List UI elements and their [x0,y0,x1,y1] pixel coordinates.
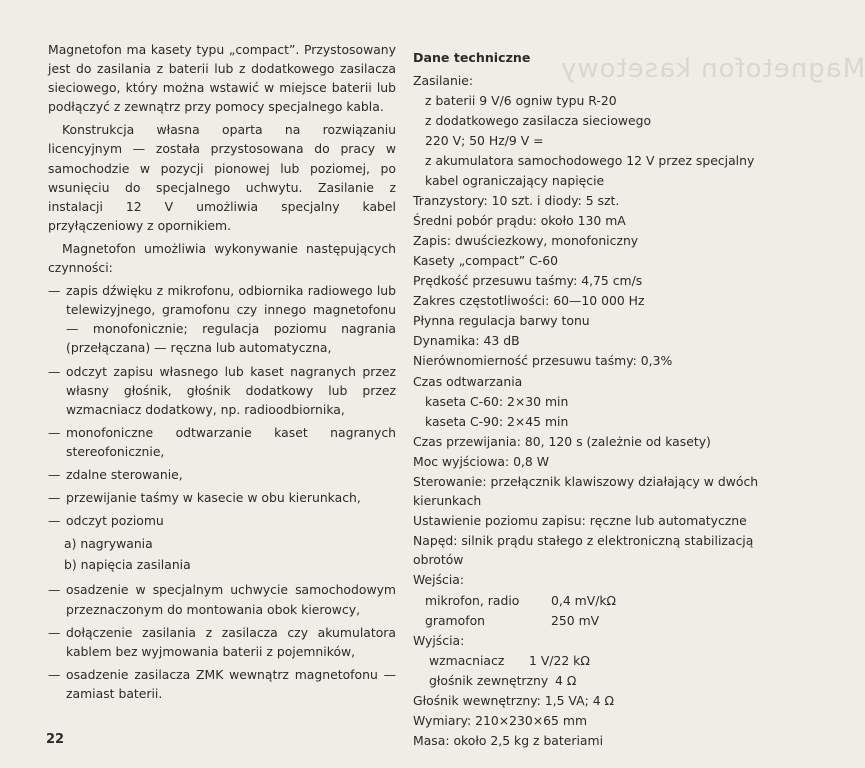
capability-text: zapis dźwięku z mikrofonu, odbiornika radiowego lub telewizyjnego, gramofonu czy innego magnetofonu — monofonicznie; regulacja poziomu nagrania (przełączana) — ręczna lub automatyczna, [66,283,396,356]
capability-text: odczyt poziomu [66,513,164,529]
spec-drive: Napęd: silnik prądu stałego z elektroniczną stabilizacją obrotów [413,533,754,568]
capability-item [48,281,396,357]
capability-item [48,488,396,507]
capability-text: monofoniczne odtwarzanie kaset nagranych stereofonicznie, [66,424,396,459]
spec-outputs-label: Wyjścia: [413,632,465,648]
sub-item-b: b) napięcia zasilania [64,557,191,573]
spec-internal-speaker: Głośnik wewnętrzny: 1,5 VA; 4 Ω [413,693,614,708]
spec-dynamics: Dynamika: 43 dB [413,333,520,349]
intro-paragraph: Magnetofon ma kasety typu „compact”. Przystosowany jest do zasilania z baterii lub z dodatkowego zasilacza sieciowego, który można wstawić w miejsce baterii lub podłączyć z zewnątrz przy pomocy specjalnego kabla. [48,42,396,115]
capability-item [48,665,396,703]
capability-item [48,362,396,419]
spec-input-mic-name: mikrofon, radio [425,592,520,608]
show-through-text: Magnetofon kasetowy [560,54,865,84]
spec-control: Sterowanie: przełącznik klawiszowy działający w dwóch kierunkach [413,473,759,509]
spec-frequency-range: Zakres częstotliwości: 60—10 000 Hz [413,293,645,309]
dash-marker: — [48,466,61,482]
spec-playtime-c60: kaseta C-60: 2×30 min [425,393,569,409]
specs-column [413,40,781,751]
specs-heading: Dane techniczne [413,50,531,65]
dash-marker: — [48,424,61,440]
spec-playtime-c90: kaseta C-90: 2×45 min [425,413,569,429]
spec-output-amp-value: 1 V/22 kΩ [529,652,590,668]
spec-level-setting: Ustawienie poziomu zapisu: ręczne lub automatyczne [413,513,747,529]
capability-text: osadzenie zasilacza ZMK wewnątrz magnetofonu — zamiast baterii. [66,666,396,701]
spec-input-phono [413,611,781,630]
capability-item [48,423,396,461]
spec-tape-speed: Prędkość przesuwu taśmy: 4,75 cm/s [413,273,643,289]
spec-rewind-time: Czas przewijania: 80, 120 s (zależnie od kasety) [413,433,711,449]
capabilities-intro: Magnetofon umożliwia wykonywanie następujących czynności: [48,240,396,276]
dash-marker: — [48,582,61,598]
spec-input-mic [413,591,781,610]
spec-tone-control: Płynna regulacja barwy tonu [413,313,590,329]
spec-input-phono-name: gramofon [425,612,485,628]
sub-item-a: a) nagrywania [64,536,153,552]
capability-text: zdalne sterowanie, [66,466,183,482]
spec-output-speaker-value: 4 Ω [555,672,577,688]
construction-paragraph: Konstrukcja własna oparta na rozwiązaniu licencyjnym — została przystosowana do pracy w samochodzie w pozycji pionowej lub poziomej, po wsunięciu do specjalnego uchwytu. Zasilanie z instalacji 12 V umożliwia specjalny kabel przyłączeniowy z opornikiem. [48,122,396,233]
capability-text: odczyt zapisu własnego lub kaset nagranych przez własny głośnik, głośnik dodatkowy lub przez wzmacniacz dodatkowy, np. radioodbiornika, [66,363,396,417]
spec-inputs-label: Wejścia: [413,572,465,588]
page-number: 22 [46,732,65,747]
spec-power-battery: z baterii 9 V/6 ogniw typu R-20 [425,93,617,109]
capability-text: przewijanie taśmy w kasecie w obu kierunkach, [66,490,361,506]
capability-text: osadzenie w specjalnym uchwycie samochodowym przeznaczonym do montowania obok kierowcy, [66,582,396,617]
spec-power-mains: z dodatkowego zasilacza sieciowego [425,113,652,129]
dash-marker: — [48,363,61,379]
spec-transistors: Tranzystory: 10 szt. i diody: 5 szt. [413,192,620,208]
spec-recording: Zapis: dwuściezkowy, monofoniczny [413,232,639,248]
spec-output-speaker [413,671,781,690]
capability-item [48,580,396,618]
description-column [48,40,396,707]
spec-output-amp [413,651,781,670]
spec-weight: Masa: około 2,5 kg z bateriami [413,733,604,749]
spec-input-mic-value: 0,4 mV/kΩ [551,592,617,608]
spec-power-car: z akumulatora samochodowego 12 V przez specjalny kabel ograniczający napięcie [425,153,755,188]
spec-output-power: Moc wyjściowa: 0,8 W [413,453,549,469]
dash-marker: — [48,666,61,682]
spec-input-phono-value: 250 mV [551,612,600,628]
spec-output-speaker-name: głośnik zewnętrzny [429,672,549,688]
spec-output-amp-name: wzmacniacz [429,652,505,668]
spec-dimensions: Wymiary: 210×230×65 mm [413,713,588,729]
spec-power-label: Zasilanie: [413,73,474,89]
spec-wow-flutter: Nierównomierność przesuwu taśmy: 0,3% [413,353,673,369]
dash-marker: — [48,283,61,299]
capability-item [48,623,396,661]
capability-item [48,511,396,530]
spec-playtime-label: Czas odtwarzania [413,373,523,389]
spec-power-mains-voltage: 220 V; 50 Hz/9 V = [425,133,544,149]
capability-text: dołączenie zasilania z zasilacza czy akumulatora kablem bez wyjmowania baterii z pojemników, [66,624,396,659]
dash-marker: — [48,624,61,640]
spec-cassettes: Kasety „compact” C-60 [413,252,558,268]
dash-marker: — [48,513,61,529]
dash-marker: — [48,490,61,506]
capability-item [48,465,396,484]
spec-current: Średni pobór prądu: około 130 mA [413,212,626,228]
